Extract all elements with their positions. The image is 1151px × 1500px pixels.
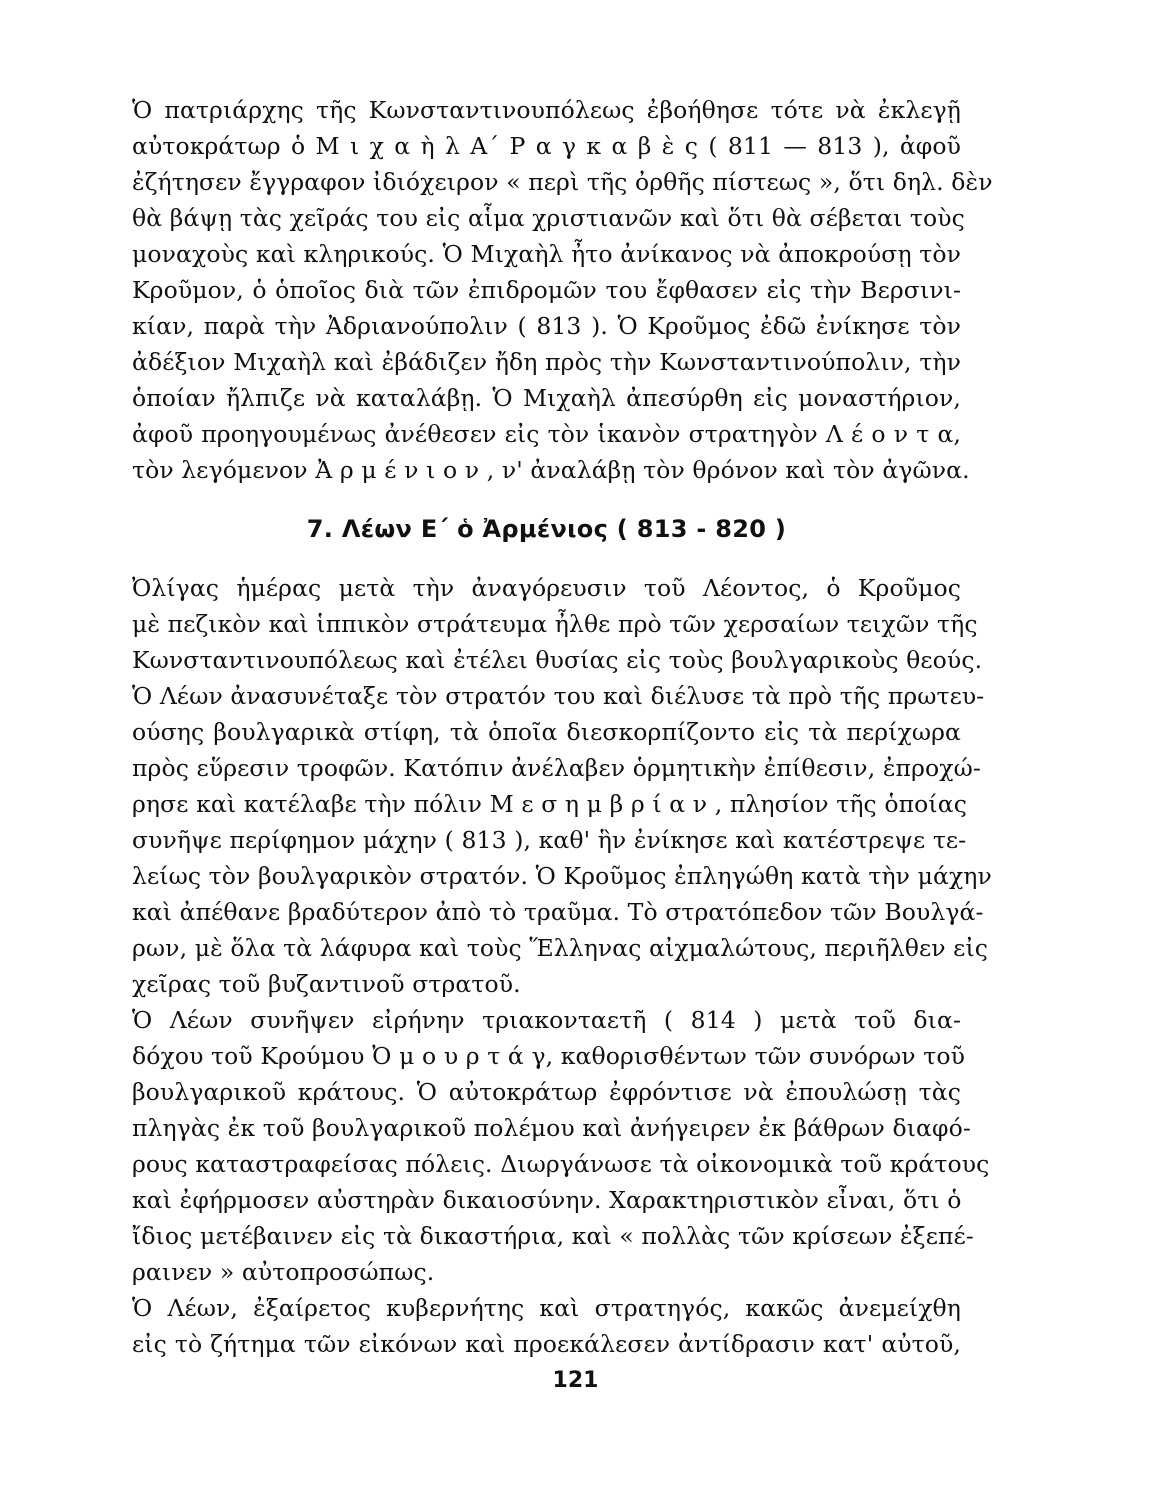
section-heading: 7. Λέων Ε΄ ὁ Ἀρμένιος ( 813 - 820 ) xyxy=(306,515,787,543)
text-line: ἀφοῦ προηγουμένως ἀνέθεσεν εἰς τὸν ἱκανὸν στρατηγὸν Λ έ ο ν τ α, xyxy=(132,420,961,448)
text-line: Κωνσταντινουπόλεως καὶ ἐτέλει θυσίας εἰς τοὺς βουλγαρικοὺς θεούς. xyxy=(132,646,983,674)
text-line: καὶ ἀπέθανε βραδύτερον ἀπὸ τὸ τραῦμα. Τὸ στρατόπεδον τῶν Βουλγά- xyxy=(132,898,984,926)
text-line: ἀδέξιον Μιχαὴλ καὶ ἐβάδιζεν ἤδη πρὸς τὴν Κωνσταντινούπολιν, τὴν xyxy=(132,348,961,376)
page-body xyxy=(132,92,993,1362)
text-line: ἐζήτησεν ἔγγραφον ἰδιόχειρον « περὶ τῆς ὀρθῆς πίστεως », ὅτι δηλ. δὲν xyxy=(132,168,993,196)
text-line: ραινεν » αὐτοπροσώπως. xyxy=(132,1258,435,1286)
text-line: θὰ βάψῃ τὰς χεῖράς του εἰς αἷμα χριστιανῶν καὶ ὅτι θὰ σέβεται τοὺς xyxy=(132,204,965,232)
text-line: δόχου τοῦ Κρούμου Ὀ μ ο υ ρ τ ά γ, καθορισθέντων τῶν συνόρων τοῦ xyxy=(132,1042,965,1070)
text-line: Ὁ Λέων ἀνασυνέταξε τὸν στρατόν του καὶ διέλυσε τὰ πρὸ τῆς πρωτευ- xyxy=(132,682,985,710)
page-number: 121 xyxy=(552,1368,599,1393)
text-line: πρὸς εὕρεσιν τροφῶν. Κατόπιν ἀνέλαβεν ὁρμητικὴν ἐπίθεσιν, ἐπροχώ- xyxy=(132,754,981,782)
text-line: αὐτοκράτωρ ὁ Μ ι χ α ὴ λ Α΄ Ρ α γ κ α β ὲ ς ( 811 — 813 ), ἀφοῦ xyxy=(132,132,961,160)
text-line: τὸν λεγόμενον Ἀ ρ μ έ ν ι ο ν , ν' ἀναλάβῃ τὸν θρόνον καὶ τὸν ἀγῶνα. xyxy=(132,456,970,484)
text-line: Ὁ πατριάρχης τῆς Κωνσταντινουπόλεως ἐβοήθησε τότε νὰ ἐκλεγῇ xyxy=(132,96,961,124)
text-line: μὲ πεζικὸν καὶ ἱππικὸν στράτευμα ἦλθε πρὸ τῶν χερσαίων τειχῶν τῆς xyxy=(132,610,978,638)
text-line: Κροῦμον, ὁ ὁποῖος διὰ τῶν ἐπιδρομῶν του ἔφθασεν εἰς τὴν Βερσινι- xyxy=(132,276,961,304)
text-line: ρησε καὶ κατέλαβε τὴν πόλιν Μ ε σ η μ β ρ ί α ν , πλησίον τῆς ὁποίας xyxy=(132,790,967,818)
text-line: Ὁ Λέων, ἐξαίρετος κυβερνήτης καὶ στρατηγός, κακῶς ἀνεμείχθη xyxy=(132,1294,961,1322)
text-line: χεῖρας τοῦ βυζαντινοῦ στρατοῦ. xyxy=(132,970,521,998)
text-line: ἴδιος μετέβαινεν εἰς τὰ δικαστήρια, καὶ « πολλὰς τῶν κρίσεων ἐξεπέ- xyxy=(132,1222,974,1250)
text-line: συνῆψε περίφημον μάχην ( 813 ), καθ' ἣν ἐνίκησε καὶ κατέστρεψε τε- xyxy=(132,826,967,854)
paragraph-peace xyxy=(132,1002,990,1290)
text-line: ούσης βουλγαρικὰ στίφη, τὰ ὁποῖα διεσκορπίζοντο εἰς τὰ περίχωρα xyxy=(132,718,961,746)
text-line: εἰς τὸ ζήτημα τῶν εἰκόνων καὶ προεκάλεσεν ἀντίδρασιν κατ' αὐτοῦ, xyxy=(132,1330,961,1358)
text-line: ὁποίαν ἤλπιζε νὰ καταλάβῃ. Ὁ Μιχαὴλ ἀπεσύρθη εἰς μοναστήριον, xyxy=(132,384,961,412)
text-line: βουλγαρικοῦ κράτους. Ὁ αὐτοκράτωρ ἐφρόντισε νὰ ἐπουλώσῃ τὰς xyxy=(132,1078,961,1106)
text-line: κίαν, παρὰ τὴν Ἀδριανούπολιν ( 813 ). Ὁ Κροῦμος ἐδῶ ἐνίκησε τὸν xyxy=(132,312,961,340)
text-line: Ὁ Λέων συνῆψεν εἰρήνην τριακονταετῆ ( 814 ) μετὰ τοῦ δια- xyxy=(132,1006,961,1034)
text-line: ρων, μὲ ὅλα τὰ λάφυρα καὶ τοὺς Ἕλληνας αἰχμαλώτους, περιῆλθεν εἰς xyxy=(132,934,989,962)
paragraph-icons xyxy=(132,1290,961,1362)
text-line: καὶ ἐφήρμοσεν αὐστηρὰν δικαιοσύνην. Χαρακτηριστικὸν εἶναι, ὅτι ὁ xyxy=(132,1186,962,1214)
text-line: ρους καταστραφείσας πόλεις. Διωργάνωσε τὰ οἰκονομικὰ τοῦ κράτους xyxy=(132,1150,990,1178)
paragraph-krumos xyxy=(132,570,992,1002)
text-line: πληγὰς ἐκ τοῦ βουλγαρικοῦ πολέμου καὶ ἀνήγειρεν ἐκ βάθρων διαφό- xyxy=(132,1114,971,1142)
text-line: Ὀλίγας ἡμέρας μετὰ τὴν ἀναγόρευσιν τοῦ Λέοντος, ὁ Κροῦμος xyxy=(132,574,961,602)
paragraph-intro xyxy=(132,92,993,488)
text-line: λείως τὸν βουλγαρικὸν στρατόν. Ὁ Κροῦμος ἐπληγώθη κατὰ τὴν μάχην xyxy=(132,862,992,890)
text-line: μοναχοὺς καὶ κληρικούς. Ὁ Μιχαὴλ ἦτο ἀνίκανος νὰ ἀποκρούσῃ τὸν xyxy=(132,240,961,268)
